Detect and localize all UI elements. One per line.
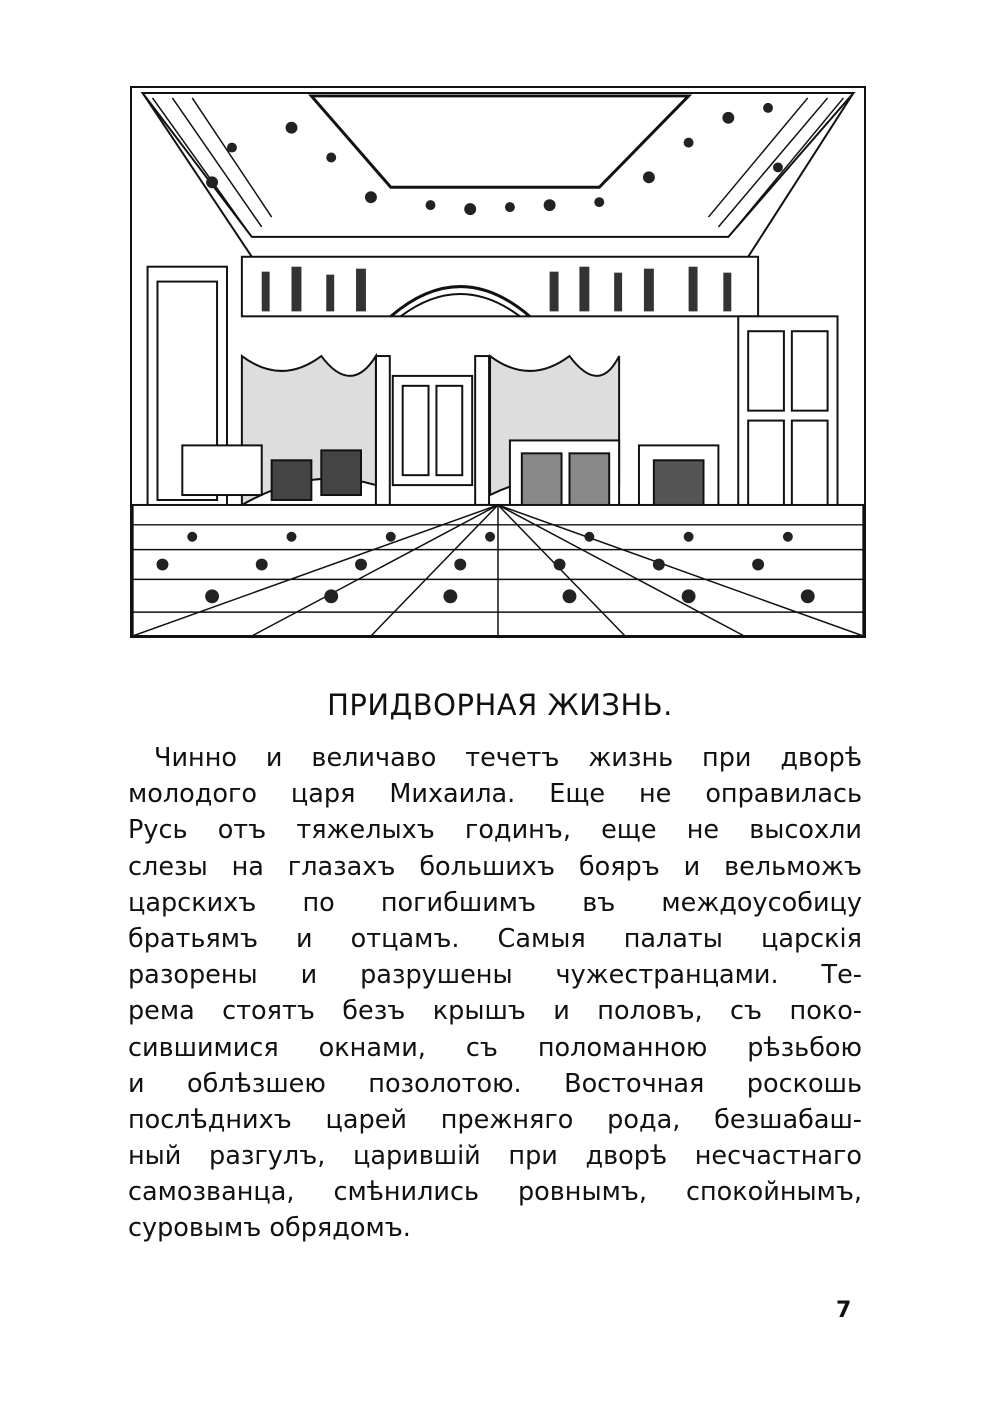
- paragraph-line: Чинно и величаво течетъ жизнь при дворѣ: [154, 743, 862, 773]
- paragraph-line: ный разгулъ, царившій при дворѣ несчастнаго: [128, 1141, 862, 1172]
- paragraph-line: молодого царя Михаила. Еще не оправилась: [128, 779, 862, 810]
- paragraph-line: послѣднихъ царей прежняго рода, безшабаш-: [128, 1104, 862, 1135]
- paragraph-line: слезы на глазахъ большихъ бояръ и вельможъ: [128, 851, 862, 882]
- paragraph-line: братьямъ и отцамъ. Самыя палаты царскія: [128, 923, 862, 954]
- illustration-palace-interior: [130, 86, 866, 638]
- paragraph-line: Русь отъ тяжелыхъ годинъ, еще не высохли: [128, 815, 862, 846]
- paragraph-line: самозванца, смѣнились ровнымъ, спокойнымъ,: [128, 1177, 862, 1208]
- paragraph-line: и облѣзшею позолотою. Восточная роскошь: [128, 1068, 862, 1099]
- page-number: 7: [836, 1298, 852, 1323]
- paragraph-line: царскихъ по погибшимъ въ междоусобицу: [128, 887, 862, 918]
- paragraph-line: сившимися окнами, съ поломанною рѣзьбою: [128, 1032, 862, 1063]
- chapter-title: ПРИДВОРНАЯ ЖИЗНЬ.: [327, 688, 673, 722]
- paragraph-line: суровымъ обрядомъ.: [128, 1213, 411, 1244]
- body-paragraph: [128, 740, 862, 1247]
- paragraph-line: разорены и разрушены чужестранцами. Те-: [128, 960, 862, 991]
- paragraph-line: рема стоятъ безъ крышъ и половъ, съ поко-: [128, 996, 862, 1027]
